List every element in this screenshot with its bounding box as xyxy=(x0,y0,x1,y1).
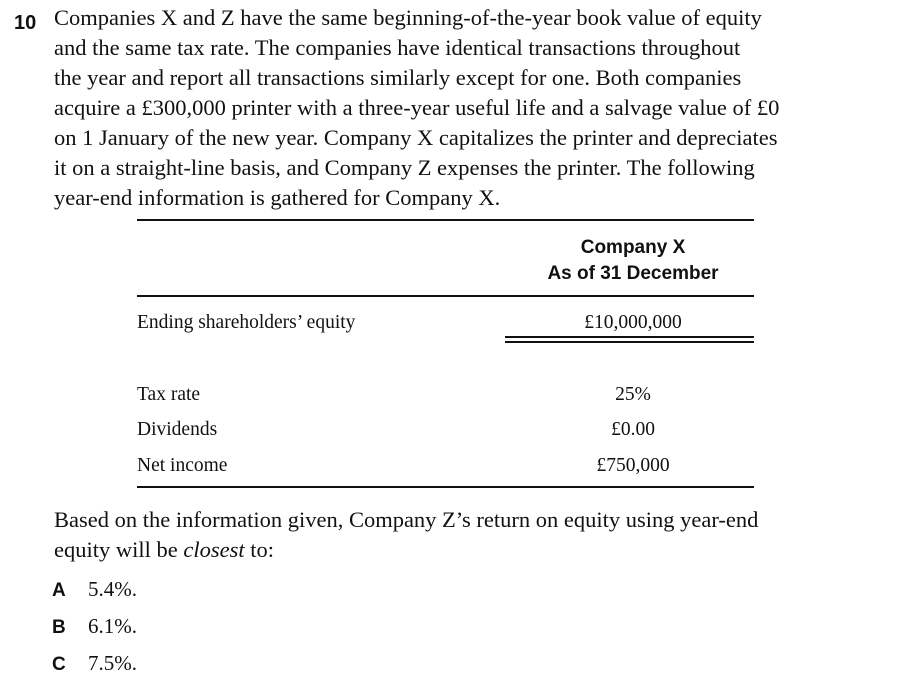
row-value-tax-rate: 25% xyxy=(615,384,651,405)
row-label-tax-rate: Tax rate xyxy=(137,384,201,405)
stem-line: acquire a £300,000 printer with a three-year useful life and a salvage value of £0 xyxy=(54,95,780,120)
stem-line: it on a straight-line basis, and Company Z expenses the printer. The following xyxy=(54,155,755,180)
row-value-net-income: £750,000 xyxy=(596,455,670,476)
row-value-equity: £10,000,000 xyxy=(584,312,682,333)
question-text: to: xyxy=(244,537,274,562)
question-text: equity will be xyxy=(54,537,184,562)
stem-line: Companies X and Z have the same beginning-of-the-year book value of equity xyxy=(54,5,762,30)
option-letter: A xyxy=(52,580,66,601)
table-bottom-rule xyxy=(137,486,754,488)
question-prompt xyxy=(54,505,890,565)
option-letter: C xyxy=(52,654,66,675)
question-line xyxy=(54,535,890,565)
row-label-dividends: Dividends xyxy=(137,419,218,440)
row-label-equity: Ending shareholders’ equity xyxy=(137,312,356,333)
answer-option-c[interactable] xyxy=(52,648,137,678)
emphasis-text: closest xyxy=(183,537,245,562)
option-text: 5.4%. xyxy=(88,577,137,601)
table-header-rule xyxy=(137,295,754,297)
option-text: 6.1%. xyxy=(88,614,137,638)
table-top-rule xyxy=(137,219,754,221)
question-stem xyxy=(54,3,890,213)
column-header-date: As of 31 December xyxy=(547,263,719,284)
answer-option-b[interactable] xyxy=(52,611,137,641)
row-label-net-income: Net income xyxy=(137,455,228,476)
row-value-dividends: £0.00 xyxy=(611,419,655,440)
double-underline-bottom xyxy=(505,341,754,343)
question-number: 10 xyxy=(14,12,37,34)
question-line: Based on the information given, Company Z’s return on equity using year-end xyxy=(54,507,759,532)
answer-option-a[interactable] xyxy=(52,574,137,604)
option-letter: B xyxy=(52,617,66,638)
double-underline-top xyxy=(505,336,754,338)
stem-line: the year and report all transactions similarly except for one. Both companies xyxy=(54,65,742,90)
stem-line: year-end information is gathered for Company X. xyxy=(54,185,501,210)
column-header-company: Company X xyxy=(580,237,686,258)
stem-line: and the same tax rate. The companies have identical transactions throughout xyxy=(54,35,741,60)
stem-line: on 1 January of the new year. Company X capitalizes the printer and depreciates xyxy=(54,125,778,150)
option-text: 7.5%. xyxy=(88,651,137,675)
